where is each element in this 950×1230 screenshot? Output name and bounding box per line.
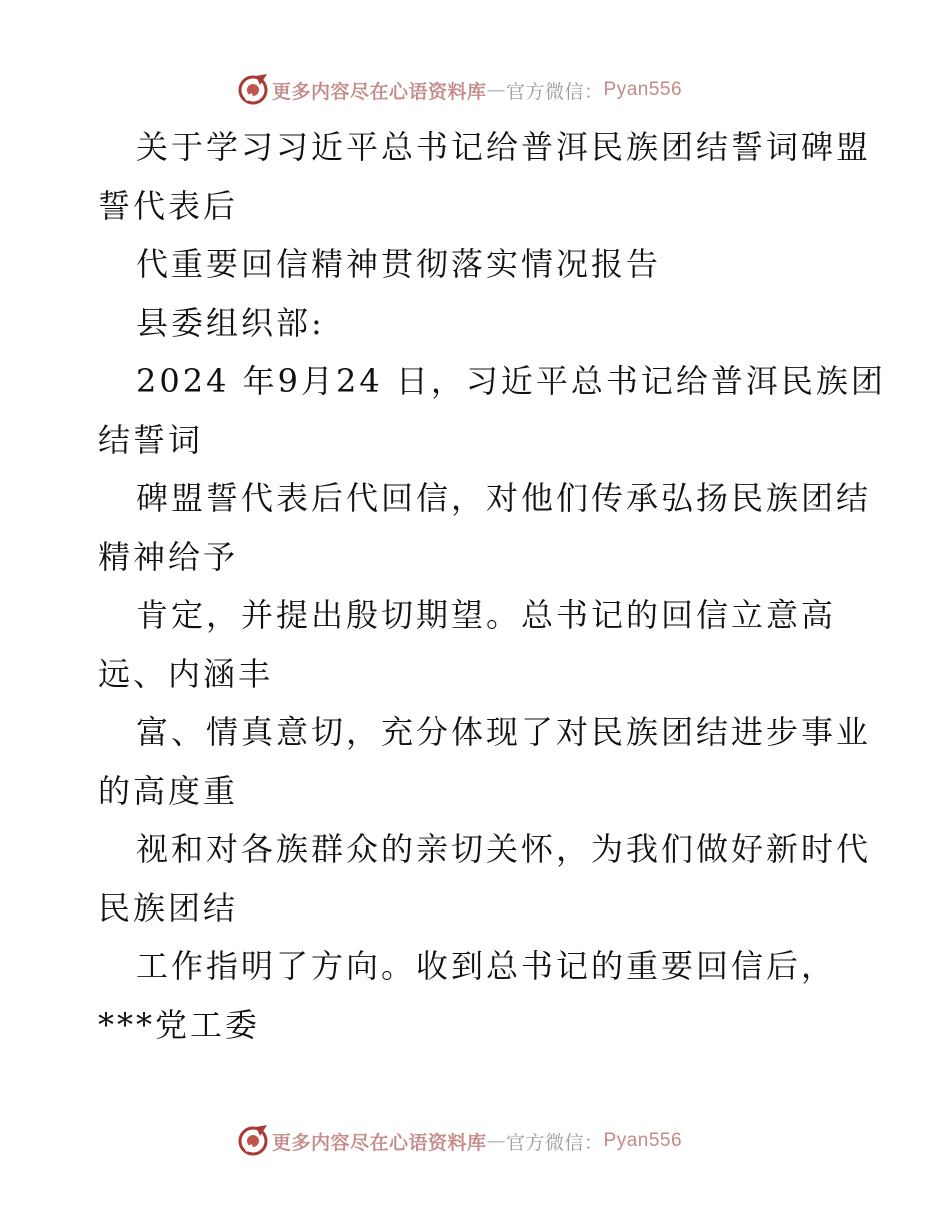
watermark-side-text: 官方微信： <box>506 1131 604 1154</box>
document-body <box>98 118 886 1054</box>
watermark-side-text: 官方微信： <box>506 80 604 103</box>
watermark-main-text: 更多内容尽在心语资料库 <box>272 80 487 103</box>
document-line: 誓代表后 <box>98 186 239 225</box>
document-line: 肯定，并提出殷切期望。总书记的回信立意高 <box>136 596 837 634</box>
document-line: ***党工委 <box>98 1005 261 1044</box>
document-line: 工作指明了方向。收到总书记的重要回信后， <box>136 947 837 985</box>
watermark-main-text: 更多内容尽在心语资料库 <box>272 1131 487 1154</box>
watermark-id-text: Pyan556 <box>603 1130 683 1151</box>
document-line: 关于学习习近平总书记给普洱民族团结誓词碑盟 <box>136 128 872 166</box>
footer-watermark <box>236 1124 682 1158</box>
document-line: 代重要回信精神贯彻落实情况报告 <box>136 245 662 283</box>
pen-logo-icon <box>236 1124 270 1158</box>
document-line: 精神给予 <box>98 537 239 576</box>
watermark-dash: — <box>486 79 507 101</box>
pen-logo-icon <box>236 73 270 107</box>
document-line: 的高度重 <box>98 771 239 810</box>
watermark-dash: — <box>486 1130 507 1152</box>
document-line: 视和对各族群众的亲切关怀，为我们做好新时代 <box>136 830 872 868</box>
document-line: 远、内涵丰 <box>98 654 274 693</box>
document-line: 县委组织部: <box>136 303 325 342</box>
document-line: 结誓词 <box>98 420 204 459</box>
document-line: 碑盟誓代表后代回信，对他们传承弘扬民族团结 <box>136 479 872 517</box>
header-watermark <box>236 73 682 107</box>
document-line: 民族团结 <box>98 888 239 927</box>
watermark-id-text: Pyan556 <box>603 79 683 100</box>
document-line: 富、情真意切，充分体现了对民族团结进步事业 <box>136 713 872 751</box>
document-line: 2024 年9月24 日，习近平总书记给普洱民族团 <box>136 362 886 400</box>
